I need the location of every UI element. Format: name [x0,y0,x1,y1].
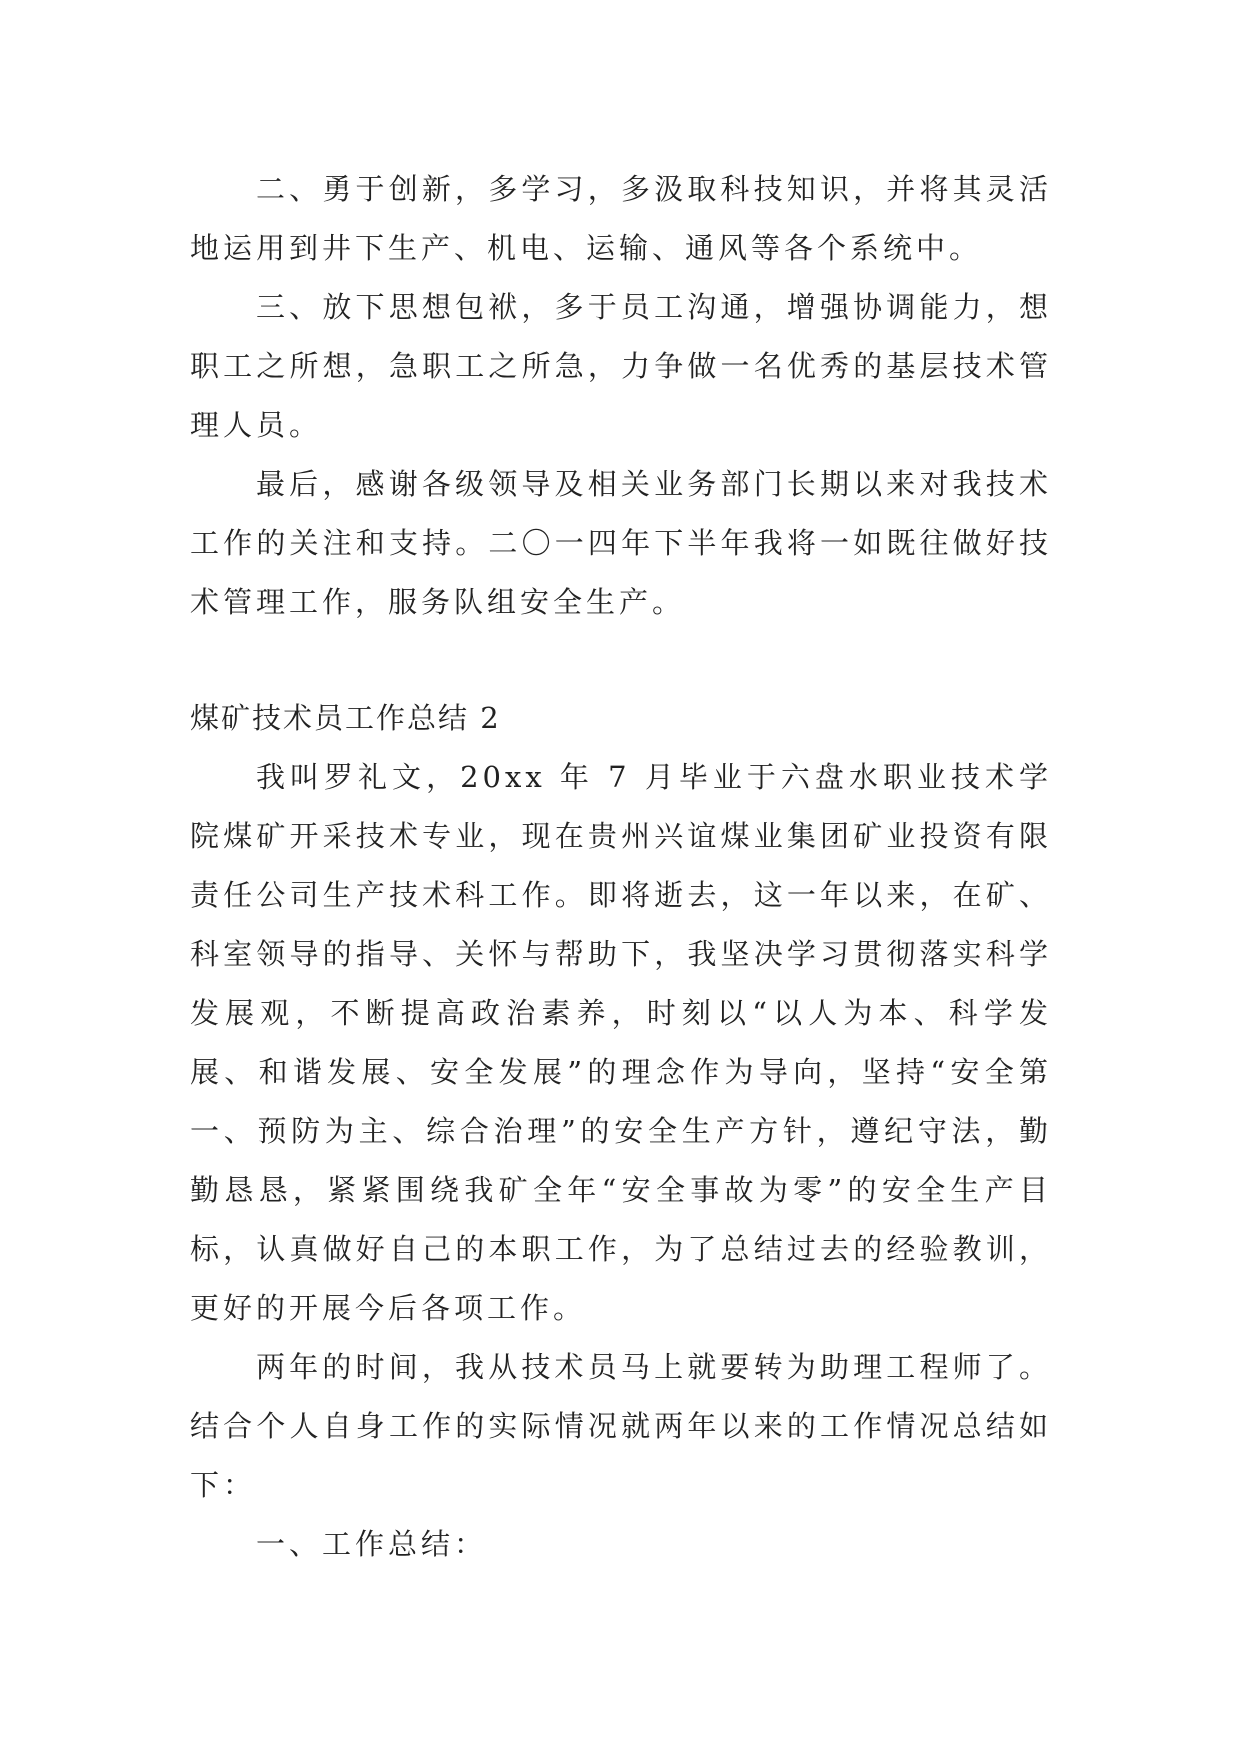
document-body [190,160,1052,1574]
section-heading: 煤矿技术员工作总结 2 [190,701,501,735]
paragraph-thanks: 最后，感谢各级领导及相关业务部门长期以来对我技术工作的关注和支持。二〇一四年下半年我将一如既往做好技术管理工作，服务队组安全生产。 [190,467,1052,619]
paragraph-work-summary-heading: 一、工作总结： [256,1527,488,1561]
paragraph-innovation: 二、勇于创新，多学习，多汲取科技知识，并将其灵活地运用到井下生产、机电、运输、通风等各个系统中。 [190,172,1052,265]
paragraph-introduction: 我叫罗礼文，20xx 年 7 月毕业于六盘水职业技术学院煤矿开采技术专业，现在贵州兴谊煤业集团矿业投资有限责任公司生产技术科工作。即将逝去，这一年以来，在矿、科室领导的指导、关怀与帮助下，我坚决学习贯彻落实科学发展观，不断提高政治素养，时刻以“以人为本、科学发展、和谐发展、安全发展”的理念作为导向，坚持“安全第一、预防为主、综合治理”的安全生产方针，遵纪守法，勤勤恳恳，紧紧围绕我矿全年“安全事故为零”的安全生产目标，认真做好自己的本职工作，为了总结过去的经验教训，更好的开展今后各项工作。 [190,760,1052,1325]
paragraph-two-years: 两年的时间，我从技术员马上就要转为助理工程师了。结合个人自身工作的实际情况就两年以来的工作情况总结如下： [190,1350,1052,1502]
paragraph-communication: 三、放下思想包袱，多于员工沟通，增强协调能力，想职工之所想，急职工之所急，力争做一名优秀的基层技术管理人员。 [190,290,1052,442]
